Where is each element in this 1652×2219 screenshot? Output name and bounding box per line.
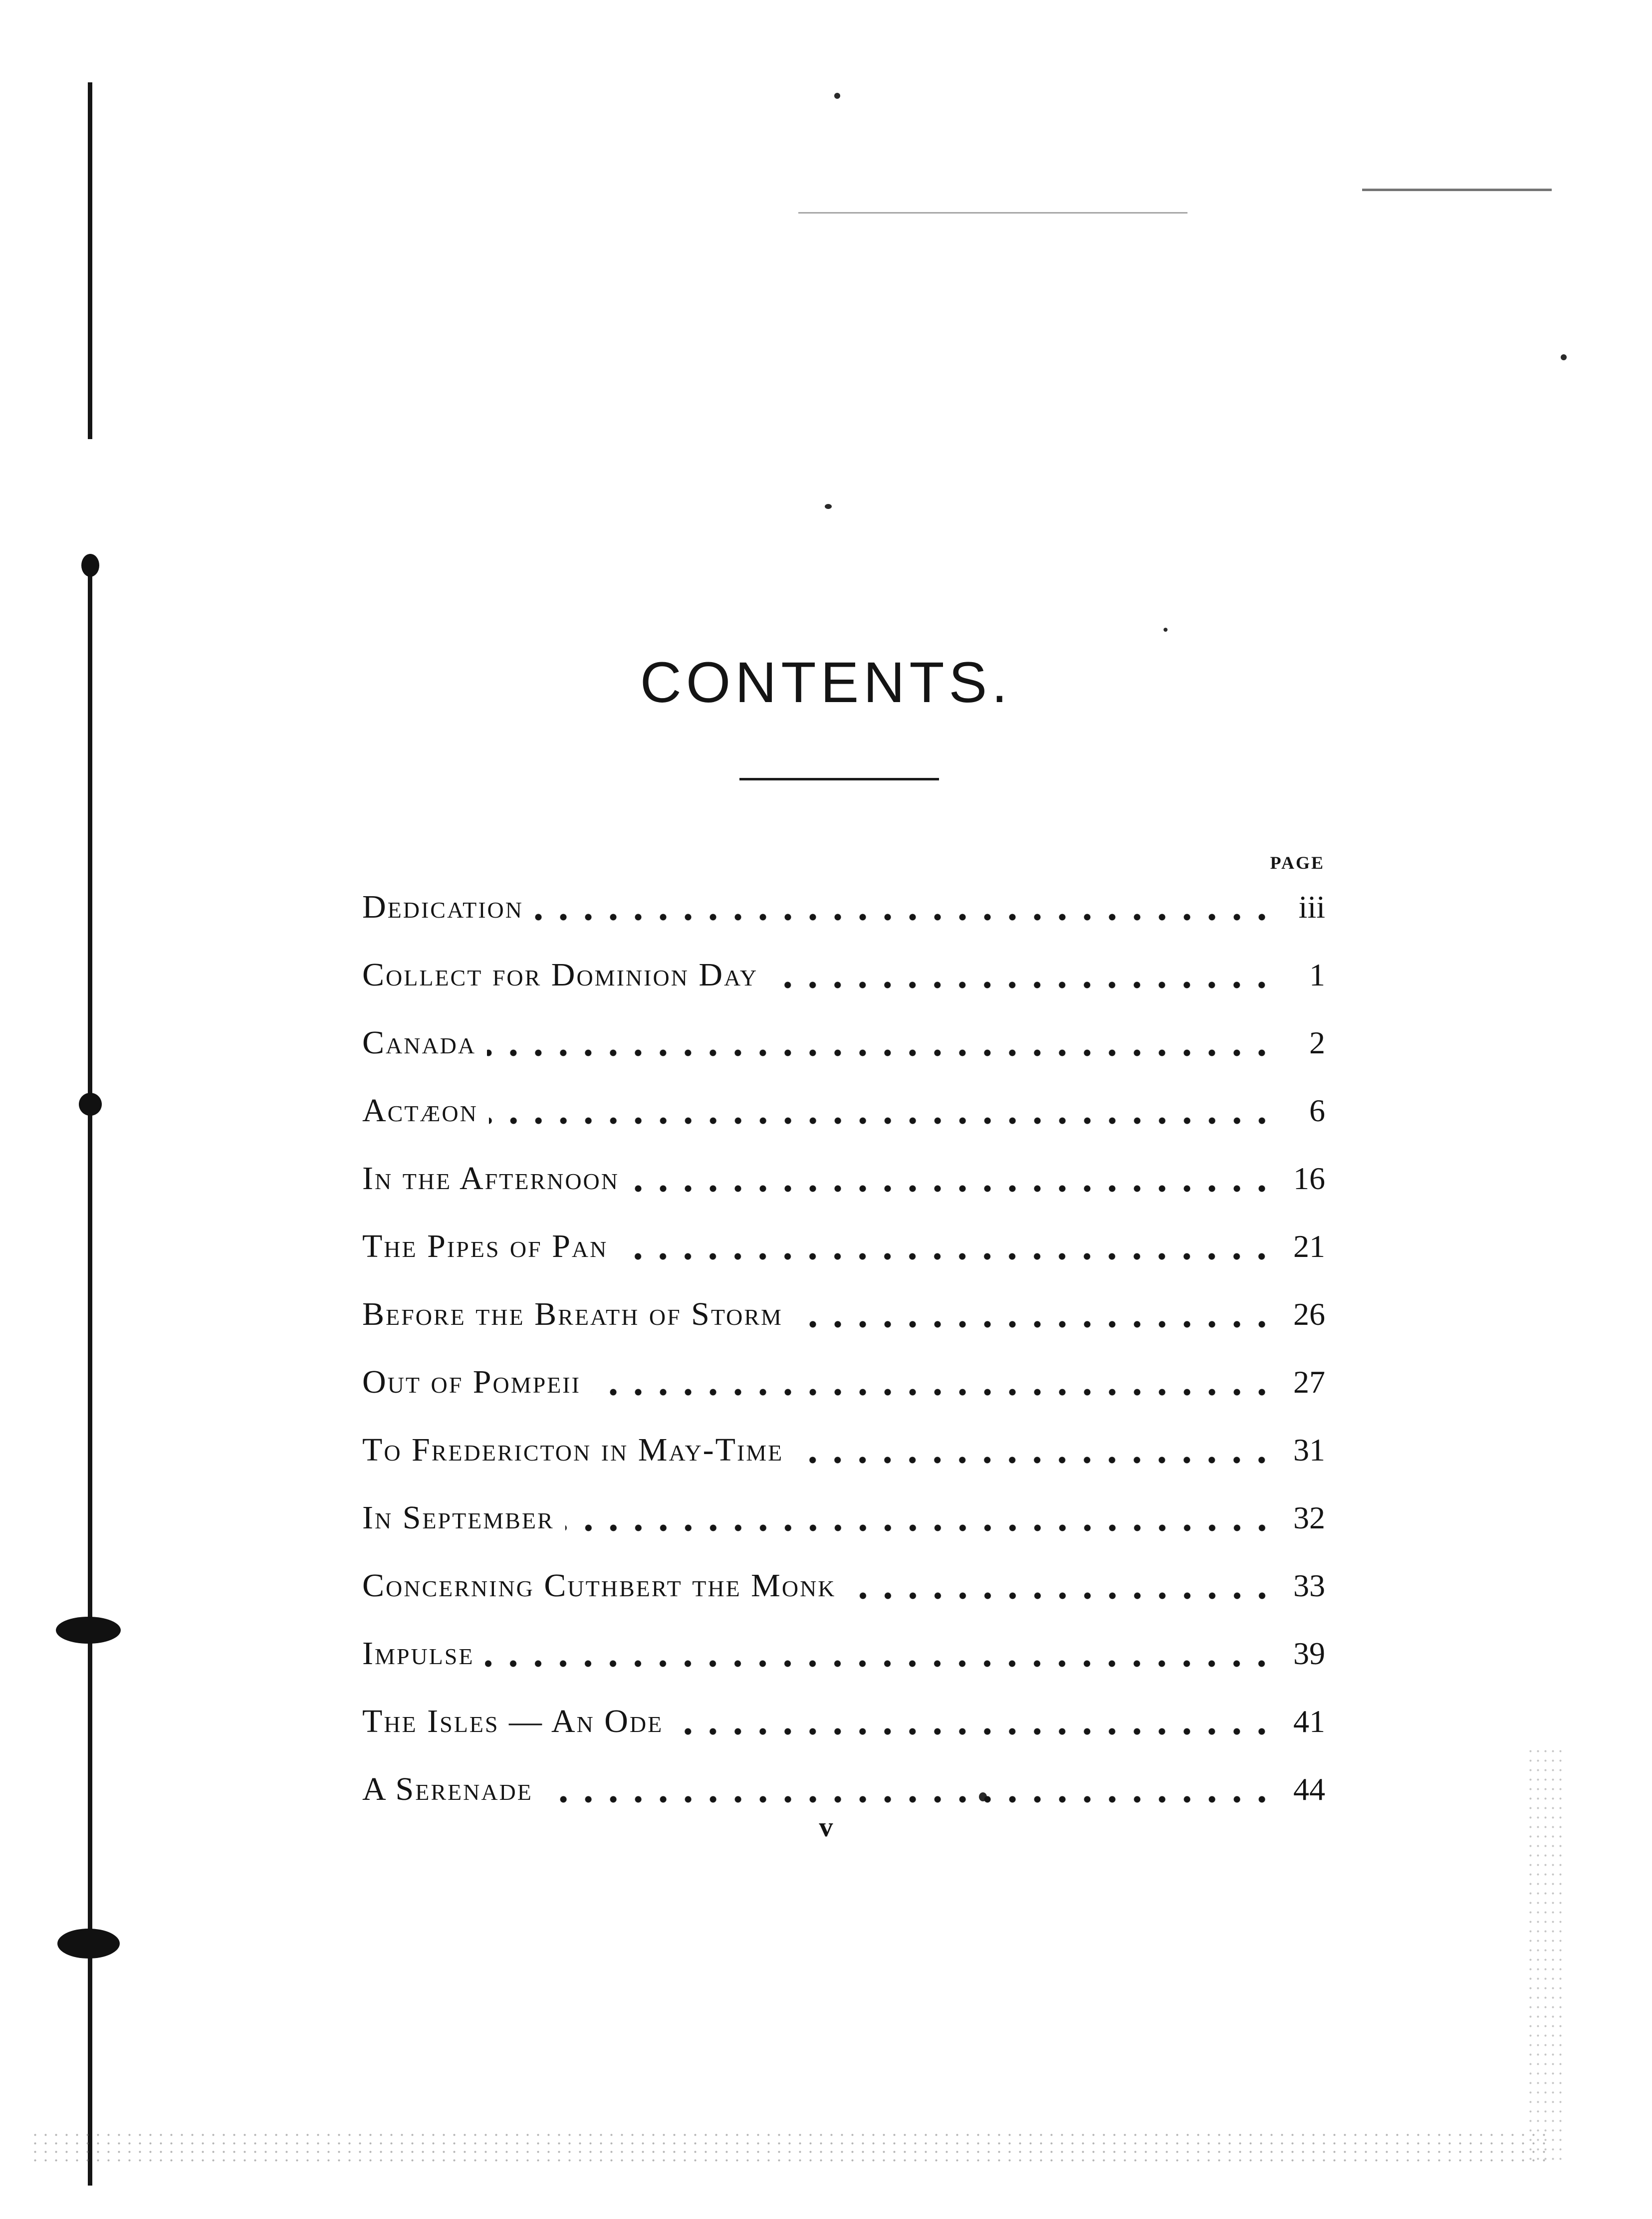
toc-entry-out-of-pompeii[interactable] [362, 1348, 1325, 1416]
entry-page-number: 26 [1274, 1296, 1325, 1333]
dot-leader [674, 1726, 1274, 1736]
toc-entry-actaeon[interactable] [362, 1077, 1325, 1145]
scan-speck [1561, 354, 1567, 360]
scan-mark [1362, 189, 1552, 191]
binding-knot [79, 1093, 102, 1116]
binding-knot [57, 1929, 120, 1959]
entry-title: To Fredericton in May-Time [362, 1431, 794, 1469]
entry-title: Collect for Dominion Day [362, 956, 769, 994]
toc-entry-to-fredericton-in-may-time[interactable] [362, 1416, 1325, 1484]
dot-leader [794, 1455, 1274, 1465]
entry-page-number: 1 [1274, 957, 1325, 993]
dot-leader [794, 1319, 1274, 1329]
entry-page-number: 21 [1274, 1228, 1325, 1265]
toc-entry-concerning-cuthbert-the-monk[interactable] [362, 1552, 1325, 1620]
entry-title: Actæon [362, 1092, 489, 1130]
scan-noise [30, 2131, 1552, 2166]
entry-page-number: 39 [1274, 1635, 1325, 1672]
dot-leader [534, 912, 1274, 922]
dot-leader [487, 1048, 1274, 1058]
dot-leader [630, 1184, 1274, 1194]
page-column-label: PAGE [1270, 853, 1325, 873]
dot-leader [847, 1591, 1274, 1601]
toc-entry-collect-for-dominion-day[interactable] [362, 941, 1325, 1009]
scan-mark [798, 212, 1187, 214]
binding-knot [81, 554, 99, 577]
entry-page-number: 27 [1274, 1364, 1325, 1401]
entry-title: In the Afternoon [362, 1160, 630, 1198]
entry-title: Before the Breath of Storm [362, 1295, 794, 1333]
entry-page-number: iii [1274, 889, 1325, 926]
toc-entry-dedication[interactable] [362, 873, 1325, 941]
dot-leader [485, 1659, 1274, 1669]
binding-line-top [88, 82, 92, 439]
toc-entry-before-the-breath-of-storm[interactable] [362, 1280, 1325, 1348]
page-folio: v [819, 1812, 833, 1843]
title-rule [739, 778, 939, 780]
toc-entry-canada[interactable] [362, 1009, 1325, 1077]
toc-entry-in-the-afternoon[interactable] [362, 1145, 1325, 1213]
entry-page-number: 32 [1274, 1499, 1325, 1536]
entry-page-number: 16 [1274, 1160, 1325, 1197]
entry-title: Out of Pompeii [362, 1363, 592, 1401]
binding-knot [56, 1617, 121, 1644]
dot-leader [565, 1523, 1274, 1533]
scan-speck [834, 93, 840, 99]
entry-title: The Pipes of Pan [362, 1228, 619, 1265]
scan-speck [825, 504, 832, 509]
entry-title: The Isles — An Ode [362, 1703, 674, 1740]
entry-title: Dedication [362, 888, 534, 926]
entry-title: Concerning Cuthbert the Monk [362, 1567, 847, 1605]
toc-entry-impulse[interactable] [362, 1620, 1325, 1688]
dot-leader [769, 980, 1274, 990]
entry-page-number: 31 [1274, 1432, 1325, 1469]
entry-page-number: 44 [1274, 1771, 1325, 1808]
entry-page-number: 41 [1274, 1703, 1325, 1740]
dot-leader [592, 1387, 1274, 1397]
entry-page-number: 33 [1274, 1567, 1325, 1604]
table-of-contents [362, 873, 1325, 1823]
entry-title: A Serenade [362, 1770, 544, 1808]
toc-entry-the-pipes-of-pan[interactable] [362, 1213, 1325, 1280]
dot-leader [489, 1116, 1274, 1126]
entry-page-number: 6 [1274, 1092, 1325, 1129]
entry-title: In September [362, 1499, 565, 1537]
scan-noise [1527, 1746, 1562, 2166]
entry-title: Impulse [362, 1635, 485, 1673]
toc-entry-in-september[interactable] [362, 1484, 1325, 1552]
page-title: CONTENTS. [640, 651, 1012, 715]
dot-leader [619, 1251, 1274, 1261]
entry-title: Canada [362, 1024, 487, 1062]
toc-entry-the-isles-an-ode[interactable] [362, 1688, 1325, 1755]
scan-speck [1164, 628, 1168, 632]
entry-page-number: 2 [1274, 1024, 1325, 1061]
dot-leader [544, 1794, 1274, 1804]
